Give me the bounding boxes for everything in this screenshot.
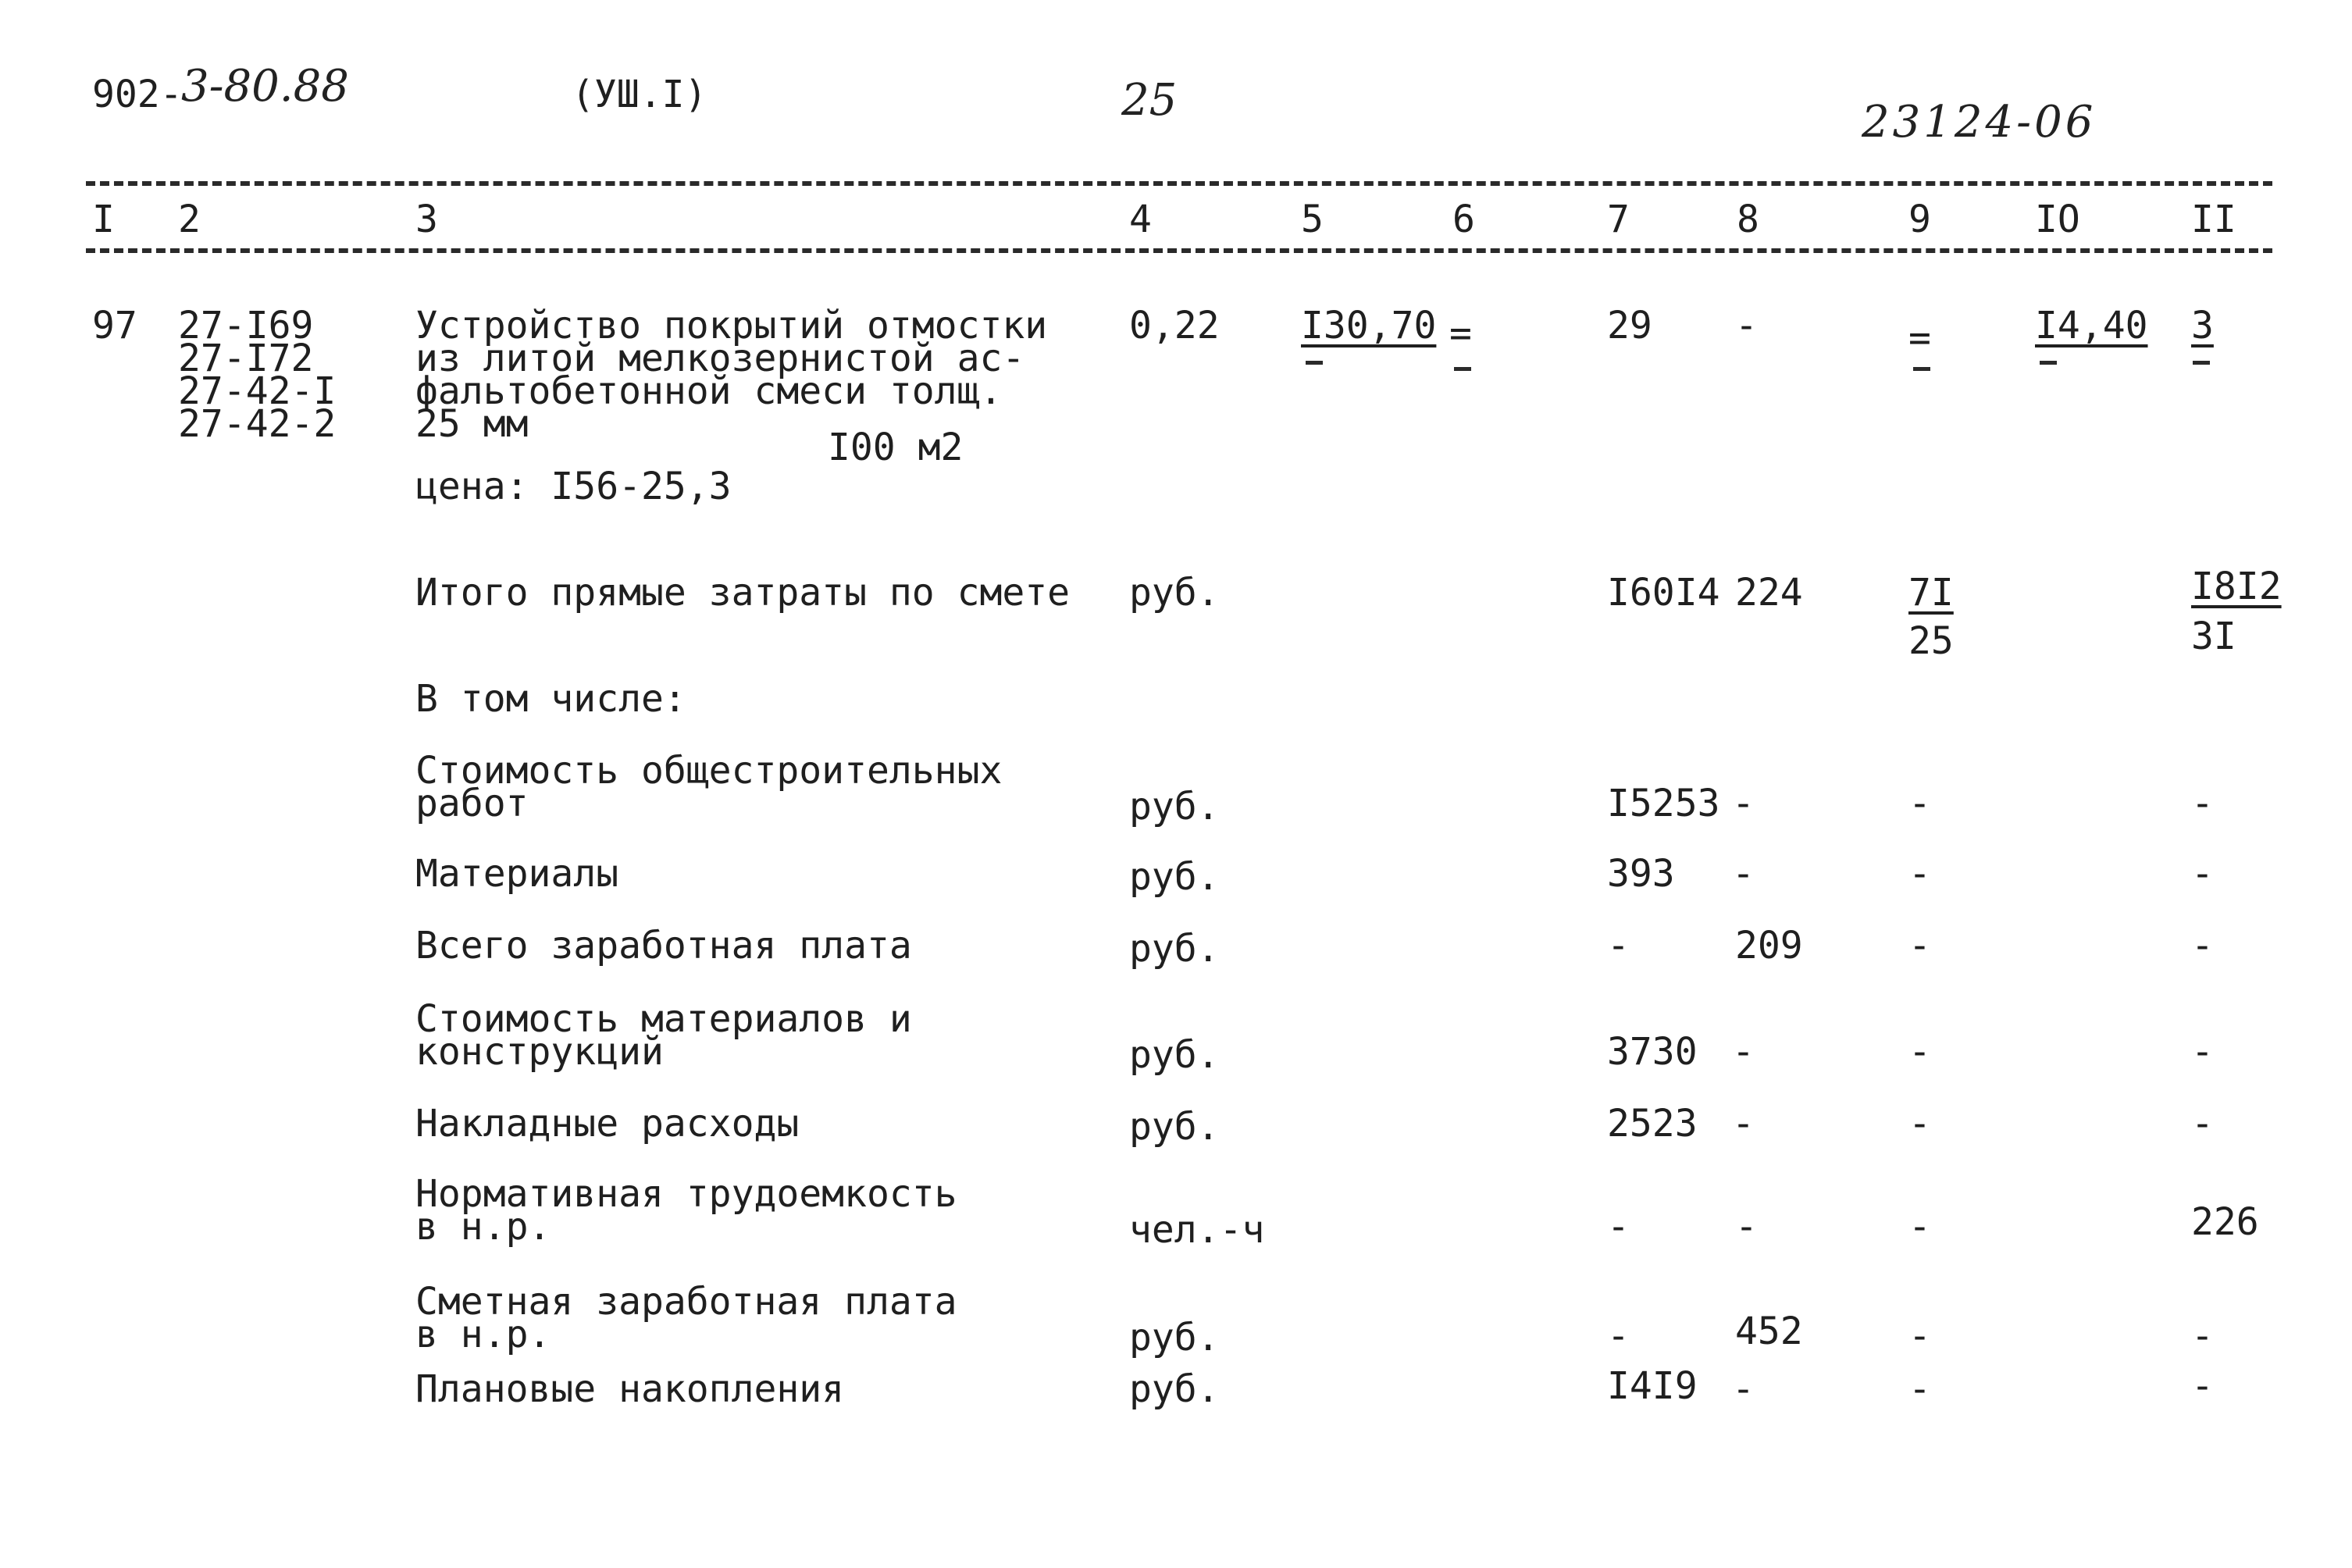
entry-description-line: из литой мелкозернистой ас- <box>415 337 1025 380</box>
row-label-line: Стоимость общестроительных <box>415 749 1003 793</box>
fraction-dash <box>1454 367 1471 371</box>
row-col11: - <box>2191 1030 2214 1074</box>
row-label-line: Всего заработная плата <box>415 924 912 968</box>
row-col9: - <box>1908 924 1931 968</box>
row-col11: - <box>2191 1364 2214 1408</box>
doc-code-prefix: 902- <box>92 73 183 116</box>
fraction-dash <box>1306 361 1323 365</box>
row-col7: 3730 <box>1607 1030 1698 1074</box>
row-unit: чел.-ч <box>1129 1208 1265 1252</box>
row-col9: - <box>1908 1205 1931 1249</box>
row-col11: 226 <box>2191 1200 2259 1244</box>
row-label-line: Стоимость материалов и <box>415 997 912 1041</box>
col-11: II <box>2191 198 2236 241</box>
total-unit: руб. <box>1129 571 1220 615</box>
row-unit: руб. <box>1129 785 1220 829</box>
row-col8: - <box>1735 1205 1758 1249</box>
including-label: В том числе: <box>415 677 686 721</box>
entry-unit-note: I00 м2 <box>828 426 964 469</box>
row-label-line: Материалы <box>415 852 619 896</box>
entry-col6-value: = <box>1449 312 1472 355</box>
row-col9: - <box>1908 1367 1931 1411</box>
row-col8: 209 <box>1735 924 1803 968</box>
row-col8: 452 <box>1735 1310 1803 1353</box>
entry-price: цена: I56-25,3 <box>415 465 732 508</box>
col-1: I <box>92 198 115 241</box>
row-col7: - <box>1607 1205 1630 1249</box>
row-label-line: в н.р. <box>415 1313 551 1356</box>
entry-quantity: 0,22 <box>1129 304 1220 347</box>
row-col11: - <box>2191 1102 2214 1146</box>
col-7: 7 <box>1607 198 1630 241</box>
total-col11-bottom: 3I <box>2191 615 2236 658</box>
col-10: IO <box>2035 198 2080 241</box>
col-9: 9 <box>1908 198 1931 241</box>
row-label-line: Накладные расходы <box>415 1102 800 1146</box>
total-col9-bottom: 25 <box>1908 619 1954 663</box>
row-label-line: Плановые накопления <box>415 1367 845 1411</box>
entry-description-line: фальтобетонной смеси толщ. <box>415 369 1003 413</box>
entry-description-line: 25 мм <box>415 402 529 446</box>
row-unit: руб. <box>1129 927 1220 971</box>
volume-label: (УШ.I) <box>572 73 707 116</box>
row-col9: - <box>1908 852 1931 896</box>
row-label-line: Сметная заработная плата <box>415 1280 957 1324</box>
row-col11: - <box>2191 1314 2214 1358</box>
row-col7: - <box>1607 1314 1630 1358</box>
row-col7: I4I9 <box>1607 1364 1698 1408</box>
row-col8: - <box>1732 852 1755 896</box>
entry-code: 27-I72 <box>178 337 314 380</box>
page-number: 25 <box>1121 75 1178 126</box>
row-unit: руб. <box>1129 1316 1220 1360</box>
total-col9-top: 7I <box>1908 571 1954 615</box>
col-8: 8 <box>1737 198 1759 241</box>
document-number: 23124-06 <box>1862 97 2097 148</box>
row-label-line: Нормативная трудоемкость <box>415 1172 957 1216</box>
row-label-line: в н.р. <box>415 1205 551 1249</box>
row-label-line: конструкций <box>415 1030 664 1074</box>
header-top-rule <box>86 181 2272 186</box>
entry-code: 27-I69 <box>178 304 314 347</box>
row-unit: руб. <box>1129 1367 1220 1411</box>
row-col8: - <box>1732 782 1755 825</box>
fraction-dash <box>2193 361 2210 365</box>
col-5: 5 <box>1301 198 1324 241</box>
row-col11: - <box>2191 782 2214 825</box>
entry-col10-value: I4,40 <box>2035 304 2148 347</box>
doc-code-handwritten: 3-80.88 <box>181 61 349 112</box>
col-4: 4 <box>1129 198 1152 241</box>
total-label: Итого прямые затраты по смете <box>415 571 1071 615</box>
row-col11: - <box>2191 852 2214 896</box>
entry-col8-value: - <box>1735 304 1758 347</box>
row-col7: 2523 <box>1607 1102 1698 1146</box>
col-3: 3 <box>415 198 438 241</box>
entry-description-line: Устройство покрытий отмостки <box>415 304 1048 347</box>
row-col7: I5253 <box>1607 782 1720 825</box>
row-col7: - <box>1607 924 1630 968</box>
row-col11: - <box>2191 924 2214 968</box>
row-col8: - <box>1732 1030 1755 1074</box>
entry-col5-value: I30,70 <box>1301 304 1437 347</box>
entry-col7-value: 29 <box>1607 304 1652 347</box>
total-col8: 224 <box>1735 571 1803 615</box>
total-col11-top: I8I2 <box>2191 565 2282 608</box>
row-label-line: работ <box>415 782 529 825</box>
fraction-dash <box>1913 367 1930 371</box>
entry-code: 27-42-2 <box>178 402 337 446</box>
fraction-dash <box>2040 361 2057 365</box>
row-unit: руб. <box>1129 1105 1220 1149</box>
total-col7: I60I4 <box>1607 571 1720 615</box>
col-6: 6 <box>1452 198 1475 241</box>
entry-number: 97 <box>92 304 137 347</box>
row-col7: 393 <box>1607 852 1675 896</box>
header-bottom-rule <box>86 248 2272 253</box>
entry-col9-value: = <box>1908 316 1931 360</box>
col-2: 2 <box>178 198 201 241</box>
entry-col11-value: 3 <box>2191 304 2214 347</box>
row-col9: - <box>1908 782 1931 825</box>
row-unit: руб. <box>1129 1033 1220 1077</box>
row-col9: - <box>1908 1030 1931 1074</box>
entry-code: 27-42-I <box>178 369 337 413</box>
row-unit: руб. <box>1129 855 1220 899</box>
row-col9: - <box>1908 1314 1931 1358</box>
row-col9: - <box>1908 1102 1931 1146</box>
row-col8: - <box>1732 1367 1755 1411</box>
row-col8: - <box>1732 1102 1755 1146</box>
